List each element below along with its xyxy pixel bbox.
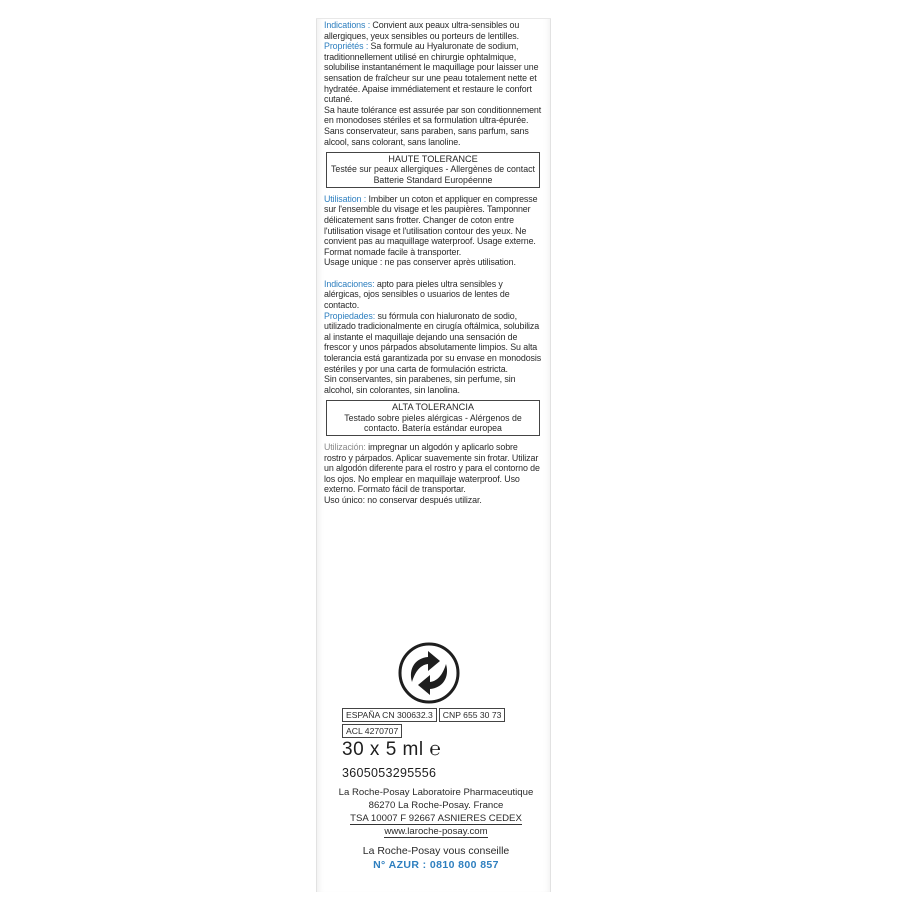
es-uso: Uso único: no conservar después utilizar.: [324, 495, 482, 505]
es-utilizacion-label: Utilización:: [324, 442, 366, 453]
es-utilizacion: [324, 442, 542, 495]
fr-indications: [324, 20, 542, 41]
address-line-2: 86270 La Roche-Posay. France: [368, 800, 504, 811]
ean-barcode-number: 3605053295556: [342, 766, 437, 780]
es-propiedades-label: Propiedades:: [324, 310, 376, 321]
fr-indications-text: Convient aux peaux ultra-sensibles ou allergiques, yeux sensibles ou porteurs de lentilles.: [324, 20, 520, 41]
azur-phone-number: N° AZUR : 0810 800 857: [373, 859, 499, 871]
fr-tolerance: Sa haute tolérance est assurée par son conditionnement en monodoses stériles et sa formulation ultra-épurée.: [324, 104, 542, 126]
fr-utilisation-label: Utilisation :: [324, 193, 367, 204]
acl-code: ACL 4270707: [342, 724, 402, 738]
fr-tolerance-box-text: Testée sur peaux allergiques - Allergènes de contact Batterie Standard Européenne: [331, 164, 535, 185]
fr-usage: Usage unique : ne pas conserver après utilisation.: [324, 257, 516, 268]
language-gap: [324, 268, 542, 279]
website-link: www.laroche-posay.com: [384, 826, 488, 837]
es-indicaciones-label: Indicaciones:: [324, 278, 375, 289]
green-dot-recycling-icon: [398, 642, 460, 704]
address-line-1: La Roche-Posay Laboratoire Pharmaceutique: [338, 787, 534, 798]
advice-block: [330, 844, 542, 872]
es-tolerance-box-text: Testado sobre pieles alérgicas - Alérgenos de contacto. Batería estándar europea: [344, 412, 522, 433]
es-sin: Sin conservantes, sin parabenes, sin perfume, sin alcohol, sin colorantes, sin lanolina.: [324, 374, 516, 395]
es-utilizacion-text: impregnar un algodón y aplicarlo sobre rostro y párpados. Aplicar suavemente sin frotar. Utilizar un algodón diferente para el rostro y para el contorno de los ojos. No emplear en maquillaje waterproof. Uso externo. Formato fácil de transportar.: [324, 442, 540, 495]
cn-code: ESPAÑA CN 300632.3: [342, 708, 437, 722]
fr-proprietes-text: Sa formule au Hyaluronate de sodium, traditionnellement utilisé en chirurgie ophtalmique, solubilise instantanément le maquillage pour laisser une sensation de fraîcheur sur une peau totalement nette et hydratée. Apaise immédiatement et restaure le confort cutané.: [324, 41, 539, 105]
package-top-edge: [316, 18, 551, 19]
product-codes: [342, 708, 507, 738]
advice-line: La Roche-Posay vous conseille: [362, 845, 510, 857]
manufacturer-address: [330, 786, 542, 838]
codes-row-2: [342, 724, 507, 738]
es-propiedades: [324, 311, 542, 375]
fr-utilisation: [324, 194, 542, 247]
es-tolerance-box-title: ALTA TOLERANCIA: [391, 402, 475, 413]
es-indicaciones: [324, 279, 542, 311]
fr-tolerance-box-title: HAUTE TOLERANCE: [388, 154, 478, 165]
codes-row-1: [342, 708, 507, 722]
fr-proprietes: [324, 41, 542, 105]
address-line-3: TSA 10007 F 92667 ASNIERES CEDEX: [350, 813, 522, 824]
fr-tolerance-box: [326, 152, 540, 188]
fr-utilisation-text: Imbiber un coton et appliquer en compresse sur l'ensemble du visage et les paupières. Tamponner délicatement sans frotter. Changer de coton entre l'utilisation visage et l'utilisation contour des yeux. Ne convient pas au maquillage waterproof. Usage externe.: [324, 193, 538, 247]
fr-format: Format nomade facile à transporter.: [324, 246, 462, 257]
label-text-area: [324, 20, 542, 506]
fr-indications-label: Indications :: [324, 20, 371, 30]
es-tolerance-box: [326, 400, 540, 436]
quantity: 30 x 5 ml ℮: [342, 739, 442, 760]
fr-sans: Sans conservateur, sans paraben, sans parfum, sans alcool, sans colorant, sans lanoline.: [324, 125, 529, 147]
es-indicaciones-text: apto para pieles ultra sensibles y alérgicas, ojos sensibles o usuarios de lentes de contacto.: [324, 278, 510, 311]
es-propiedades-text: su fórmula con hialuronato de sodio, utilizado tradicionalmente en cirugía oftálmica, solubiliza al instante el maquillaje dejando una sensación de frescor y unos párpados absolutamente limpios. Su alta tolerancia está garantizada por su envase en monodosis estériles y por una carta de formulación estricta.: [324, 310, 542, 374]
cnp-code: CNP 655 30 73: [439, 708, 506, 722]
fr-proprietes-label: Propriétés :: [324, 41, 369, 52]
